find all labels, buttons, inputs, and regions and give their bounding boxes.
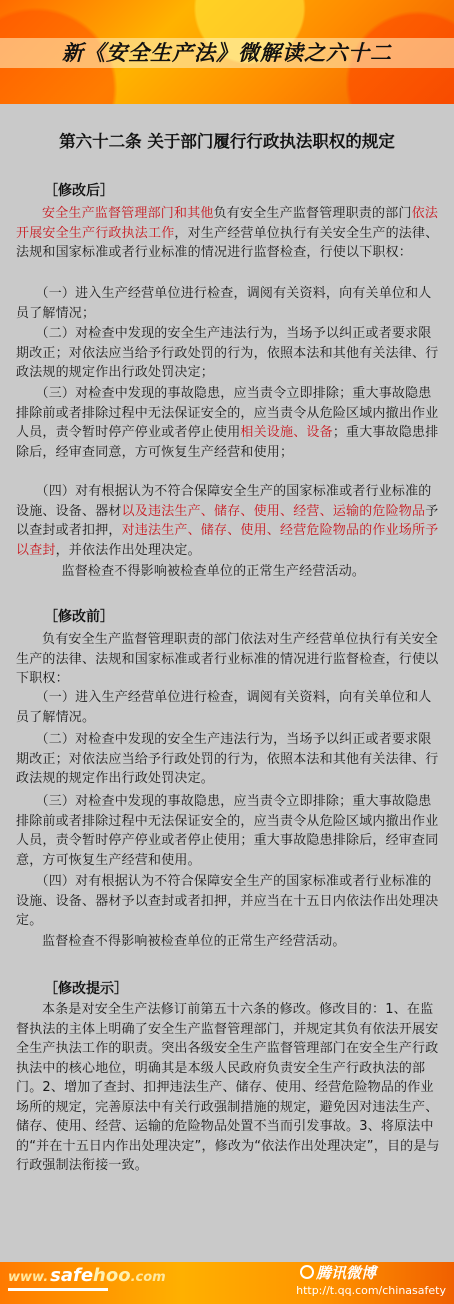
after-item-4-seg: 对违法生产、储存、使用、经营危险物品的作业场所予以查封 [16,523,439,558]
before-item-3: （三）对检查中发现的事故隐患，应当责令立即排除；重大事故隐患排除前或者排除过程中无法保证安全的，应当责令从危险区域内撤出作业人员，责令暂时停产停业或者停止使用；重大事故隐患排除后，经审查同意，方可恢复生产经营和使用。 [16,794,439,868]
after-item-4-seg: （四）对有根据认为不符合保障安全生产的国家标准或者行业标准的设施、设备、器材 [16,484,432,519]
after-intro [16,204,440,263]
after-intro-seg: ，对生产经营单位执行有关安全生产的法律、法规和国家标准或者行业标准的情况进行监督检查，行使以下职权： [16,225,439,260]
after-item-1: （一）进入生产经营单位进行检查，调阅有关资料，向有关单位和人员了解情况； [16,286,432,321]
after-item-2: （二）对检查中发现的安全生产违法行为，当场予以纠正或者要求限期改正；对依法应当给予行政处罚的行为，依照本法和其他有关法律、行政法规的规定作出行政处罚决定； [16,326,439,380]
after-item-4-seg: 以及违法生产、储存、使用、经营、运输的危险物品 [121,503,426,519]
safehoo-logo[interactable] [8,1265,168,1287]
banner-title: 新《安全生产法》微解读之六十二 [62,41,392,65]
before-item-2: （二）对检查中发现的安全生产违法行为，当场予以纠正或者要求限期改正；对依法应当给予行政处罚的行为，依照本法和其他有关法律、行政法规的规定作出行政处罚决定。 [16,732,439,786]
before-heading: ［修改前］ [44,609,114,625]
after-item-3-seg: 相关设施、设备 [240,425,333,440]
logo-www: www. [8,1270,49,1285]
after-closing: 监督检查不得影响被检查单位的正常生产经营活动。 [61,564,366,579]
logo-com: .com [130,1270,166,1285]
before-intro: 负有安全生产监督管理职责的部门依法对生产经营单位执行有关安全生产的法律、法规和国家标准或者行业标准的情况进行监督检查，行使以下职权： [16,632,439,686]
before-item-1: （一）进入生产经营单位进行检查，调阅有关资料，向有关单位和人员了解情况。 [16,690,432,725]
logo-safe: safe [50,1265,94,1286]
weibo-icon [300,1265,314,1279]
weibo-name: 腾讯微博 [316,1264,377,1282]
weibo-url-link[interactable]: http://t.qq.com/chinasafety [296,1284,446,1297]
after-item-4-seg: ，并依法作出处理决定。 [55,542,201,558]
after-item-4-seg: 予以查封或者扣押， [16,503,439,538]
after-intro-seg: 安全生产监督管理部门和其他 [42,206,214,221]
before-closing: 监督检查不得影响被检查单位的正常生产经营活动。 [42,934,346,949]
after-intro-seg: 依法开展安全生产行政执法工作 [16,206,439,241]
after-intro-seg: 负有安全生产监督管理职责的部门 [213,206,412,221]
after-item-3 [16,384,440,462]
tips-heading: ［修改提示］ [44,981,128,997]
logo-underline [8,1288,108,1291]
header-banner [0,0,454,104]
logo-hoo: hoo [93,1265,131,1286]
after-item-3-seg: ；重大事故隐患排除后，经审查同意，方可恢复生产经营和使用； [16,425,439,460]
after-item-3-seg: （三）对检查中发现的事故隐患，应当责令立即排除；重大事故隐患排除前或者排除过程中无法保证安全的，应当责令从危险区域内撤出作业人员，责令暂时停产停业或者停止使用 [16,386,439,440]
article-title: 第六十二条 关于部门履行行政执法职权的规定 [59,132,395,151]
tips-body: 本条是对安全生产法修订前第五十六条的修改。修改目的：1、在监督执法的主体上明确了安全生产监督管理部门，并规定其负有依法开展安全生产执法工作的职责。突出各级安全生产监督管理部门在安全生产行政执法中的核心地位，明确其是本级人民政府负责安全生产行政执法的部门。2、增加了查封、扣押违法生产、储存、使用、经营危险物品的作业场所的规定，完善原法中有关行政强制措施的规定，避免因对违法生产、储存、使用、经营、运输的危险物品处置不当而引发事故。3、将原法中的“并在十五日内作出处理决定”，修改为“依法作出处理决定”，目的是与行政强制法衔接一致。 [16,1002,440,1173]
before-item-4: （四）对有根据认为不符合保障安全生产的国家标准或者行业标准的设施、设备、器材予以查封或者扣押，并应当在十五日内依法作出处理决定。 [16,874,439,928]
after-heading: ［修改后］ [44,183,114,199]
after-item-4 [16,482,440,560]
